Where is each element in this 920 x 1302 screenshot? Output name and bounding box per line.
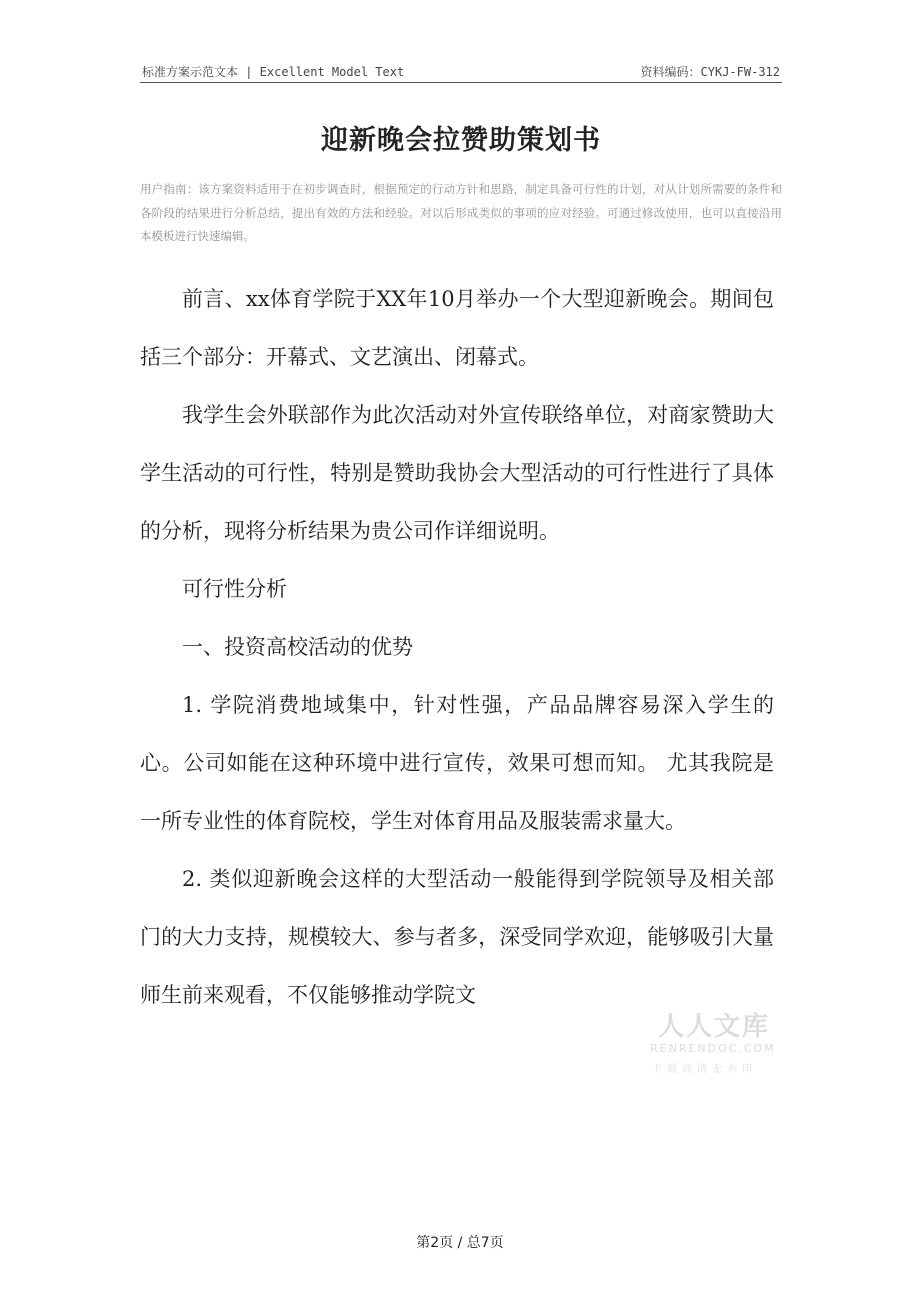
- header-template-label: 标准方案示范文本 | Excellent Model Text: [142, 65, 405, 79]
- paragraph-preface: 前言、xx体育学院于XX年10月举办一个大型迎新晚会。期间包括三个部分：开幕式、文艺演出、闭幕式。: [140, 287, 774, 369]
- page-number: 第2页 / 总7页: [416, 1235, 504, 1251]
- page-header: [140, 62, 782, 83]
- section-heading-feasibility: 可行性分析: [182, 577, 287, 601]
- watermark-brand: 人人文库: [658, 1012, 771, 1042]
- paragraph-intro: 我学生会外联部作为此次活动对外宣传联络单位，对商家赞助大学生活动的可行性，特别是赞助我协会大型活动的可行性进行了具体的分析，现将分析结果为贵公司作详细说明。: [140, 403, 774, 543]
- paragraph-point-2: 2. 类似迎新晚会这样的大型活动一般能得到学院领导及相关部门的大力支持，规模较大、参与者多，深受同学欢迎，能够吸引大量师生前来观看，不仅能够推动学院文: [140, 867, 774, 1007]
- user-guide: 用户指南：该方案资料适用于在初步调查时，根据预定的行动方针和思路，制定具备可行性的计划，对从计划所需要的条件和各阶段的结果进行分析总结，提出有效的方法和经验。对以后形成类似的事项的应对经验。可通过修改使用，也可以直接沿用本模板进行快速编辑。: [140, 182, 782, 243]
- page-footer: [0, 1232, 920, 1252]
- document-title: 迎新晚会拉赞助策划书: [321, 125, 601, 156]
- header-document-code: 资料编码：CYKJ-FW-312: [640, 65, 780, 79]
- watermark-tagline: 下载高清无水印: [652, 1064, 757, 1075]
- paragraph-point-1: 1. 学院消费地域集中，针对性强，产品品牌容易深入学生的心。公司如能在这种环境中进行宣传，效果可想而知。 尤其我院是一所专业性的体育院校，学生对体育用品及服装需求量大。: [140, 693, 774, 833]
- watermark-domain: RENRENDOC.COM: [650, 1042, 776, 1055]
- document-body: [140, 270, 774, 1024]
- subsection-heading-advantages: 一、投资高校活动的优势: [182, 635, 413, 659]
